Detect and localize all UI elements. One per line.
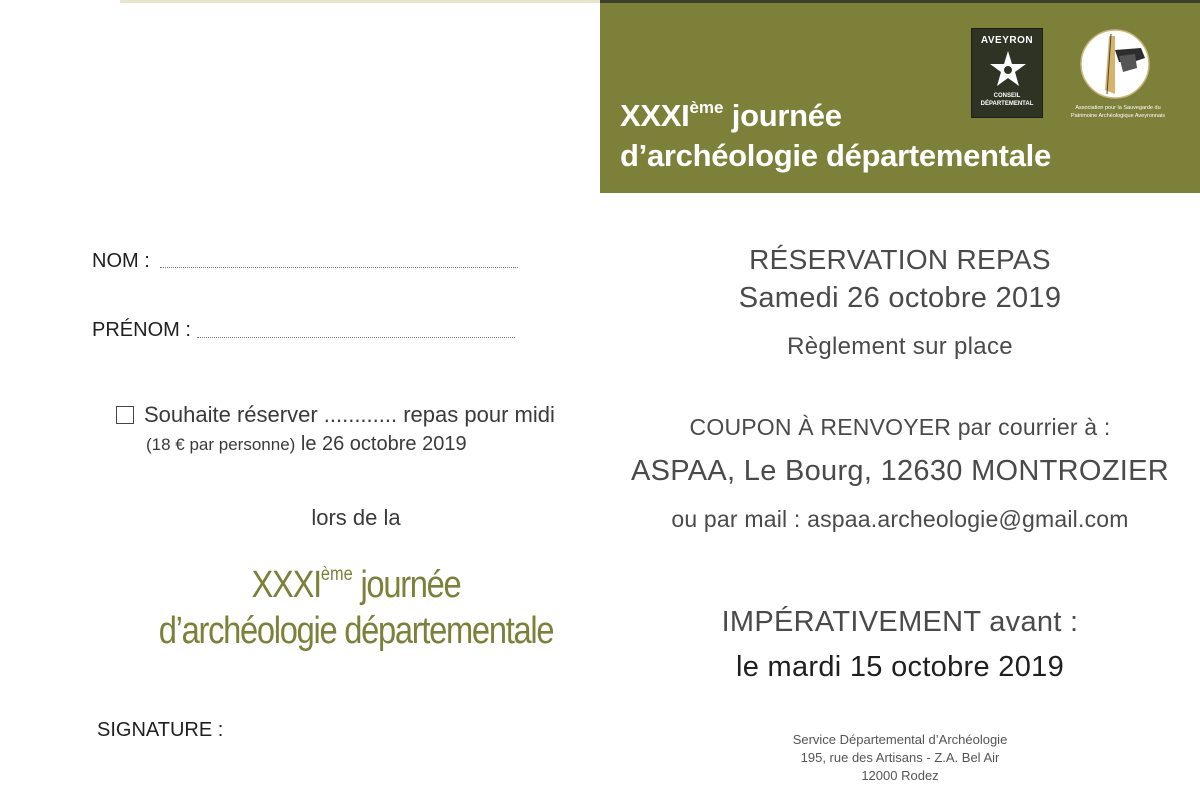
event-title-line1: XXXIème journée (251, 564, 461, 606)
postal-address: ASPAA, Le Bourg, 12630 MONTROZIER (630, 455, 1170, 487)
aveyron-logo-subtitle: CONSEIL DÉPARTEMENTAL (980, 93, 1034, 107)
header-title-line1: XXXIème journée (620, 98, 842, 133)
nom-label: NOM : (92, 250, 150, 272)
deadline-label: IMPÉRATIVEMENT avant : (721, 606, 1079, 638)
header-title-line2: d’archéologie départementale (620, 138, 1051, 173)
prenom-field[interactable] (197, 336, 515, 338)
aveyron-logo (971, 28, 1043, 118)
aveyron-logo-title: AVEYRON (980, 35, 1034, 46)
aspaa-logo-caption: Association pour la Sauvegarde du Patrimoine Archéologique Aveyronnais (1070, 105, 1166, 119)
aspaa-logo-icon (1075, 28, 1155, 100)
coupon-instruction: COUPON À RENVOYER par courrier à : (689, 414, 1111, 440)
signature-label: SIGNATURE : (97, 719, 224, 741)
event-title-line2: d’archéologie départementale (158, 610, 554, 652)
payment-note: Règlement sur place (787, 333, 1013, 360)
event-title (50, 552, 662, 654)
footer-address: Service Départemental d’Archéologie 195, rue des Artisans - Z.A. Bel Air 12000 Rodez (792, 732, 1008, 783)
reservation-title: RÉSERVATION REPAS (749, 244, 1051, 275)
aveyron-star-icon (988, 49, 1028, 89)
email-contact: ou par mail : aspaa.archeologie@gmail.com (671, 506, 1129, 532)
meal-checkbox-label: Souhaite réserver ............ repas pour midi (144, 402, 555, 427)
reservation-date: Samedi 26 octobre 2019 (738, 282, 1062, 314)
meal-price-note: (18 € par personne) le 26 octobre 2019 (146, 433, 467, 455)
prenom-label: PRÉNOM : (92, 319, 191, 341)
deadline-date: le mardi 15 octobre 2019 (735, 651, 1064, 683)
lors-text: lors de la (311, 505, 401, 530)
meal-checkbox[interactable] (116, 406, 134, 424)
top-decorative-rule (120, 0, 600, 3)
nom-field[interactable] (160, 266, 518, 268)
